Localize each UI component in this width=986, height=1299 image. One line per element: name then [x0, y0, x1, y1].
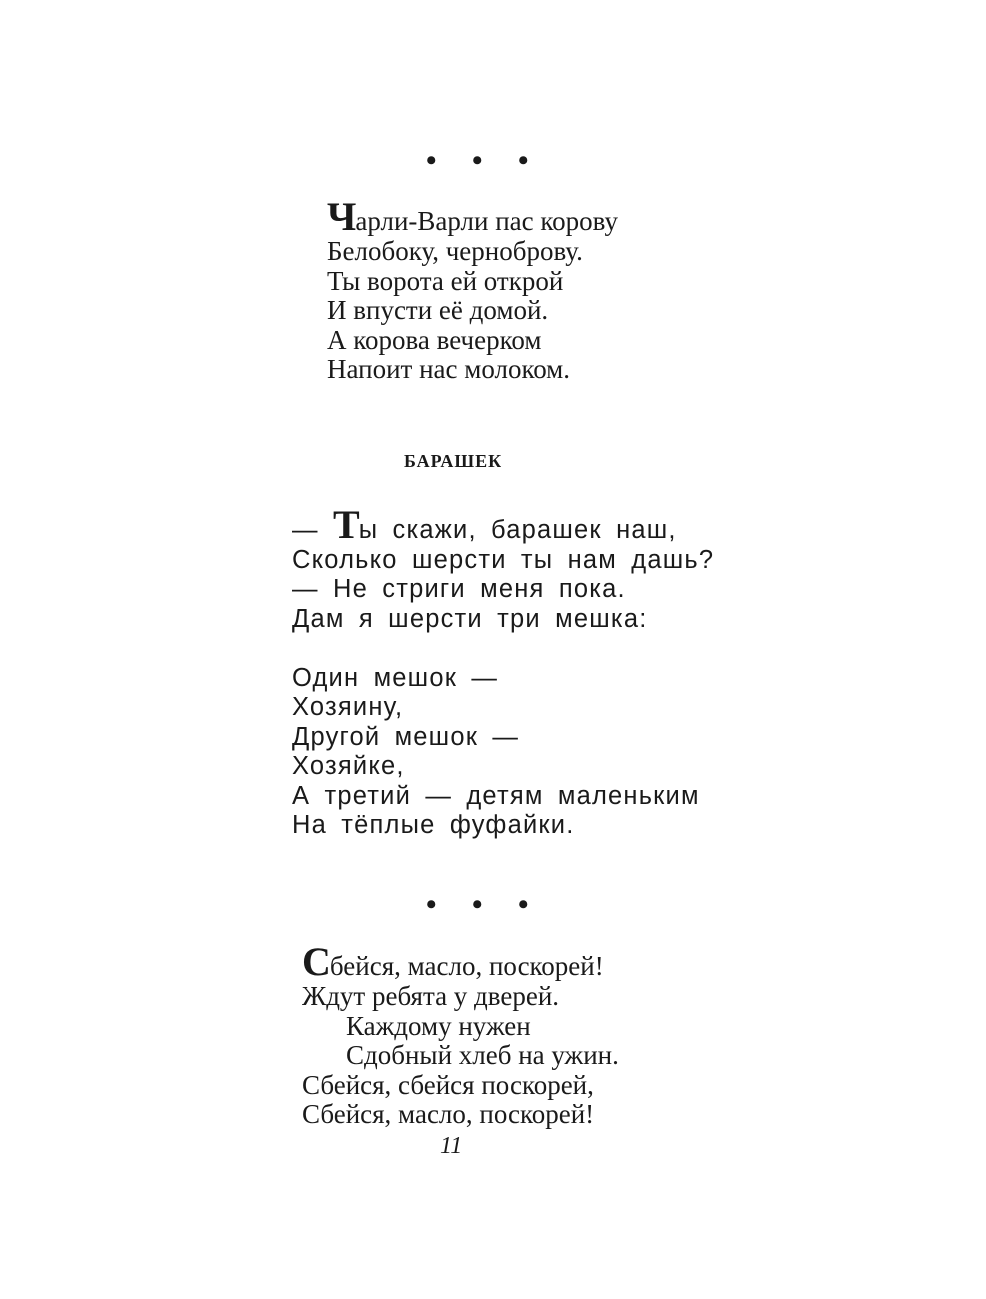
drop-cap: Ч — [327, 194, 356, 239]
poem-line: Хозяину, — [292, 693, 404, 721]
poem-line: И впусти её домой. — [327, 295, 549, 325]
poem-charli-varli — [327, 194, 618, 385]
poem-line: Белобоку, черноброву. — [327, 236, 583, 266]
poem-barashek — [292, 502, 715, 841]
poem-line: Сбейся, масло, поскорей! — [302, 939, 604, 984]
poem-line: Сколько шерсти ты нам дашь? — [292, 545, 715, 574]
poem-line: А третий — детям маленьким — [292, 781, 700, 810]
poem-line: Сдобный хлеб на ужин. — [346, 1040, 619, 1070]
poem-line: Ждут ребята у дверей. — [302, 981, 560, 1011]
poem-line: На тёплые фуфайки. — [292, 811, 575, 839]
poem-line: Ты ворота ей открой — [327, 265, 564, 296]
stanza-break — [292, 634, 714, 664]
poem-line: Дам я шерсти три мешка: — [292, 604, 648, 633]
poem-line: Хозяйке, — [292, 752, 405, 780]
poem-line: Напоит нас молоком. — [327, 354, 571, 384]
poem-title: БАРАШЕК — [404, 451, 503, 471]
poem-line: Чарли-Варли пас корову — [327, 194, 618, 239]
page-number: 11 — [440, 1133, 463, 1159]
poem-line: Сбейся, сбейся поскорей, — [302, 1069, 594, 1100]
poem-line: Один мешок — — [292, 663, 499, 692]
drop-cap: С — [302, 939, 330, 984]
drop-cap: Т — [333, 502, 359, 547]
poem-line: Другой мешок — — [292, 722, 520, 751]
poem-line: — Не стриги меня пока. — [292, 575, 626, 603]
poem-line: Каждому нужен — [346, 1010, 531, 1041]
section-divider-1: • • • — [426, 144, 543, 177]
section-divider-2: • • • — [426, 888, 543, 921]
poem-line: Сбейся, масло, поскорей! — [302, 1099, 595, 1129]
poem-line: — Ты скажи, барашек наш, — [292, 502, 677, 547]
poem-sbeysya-maslo — [302, 939, 619, 1130]
poem-line: А корова вечерком — [327, 324, 542, 355]
